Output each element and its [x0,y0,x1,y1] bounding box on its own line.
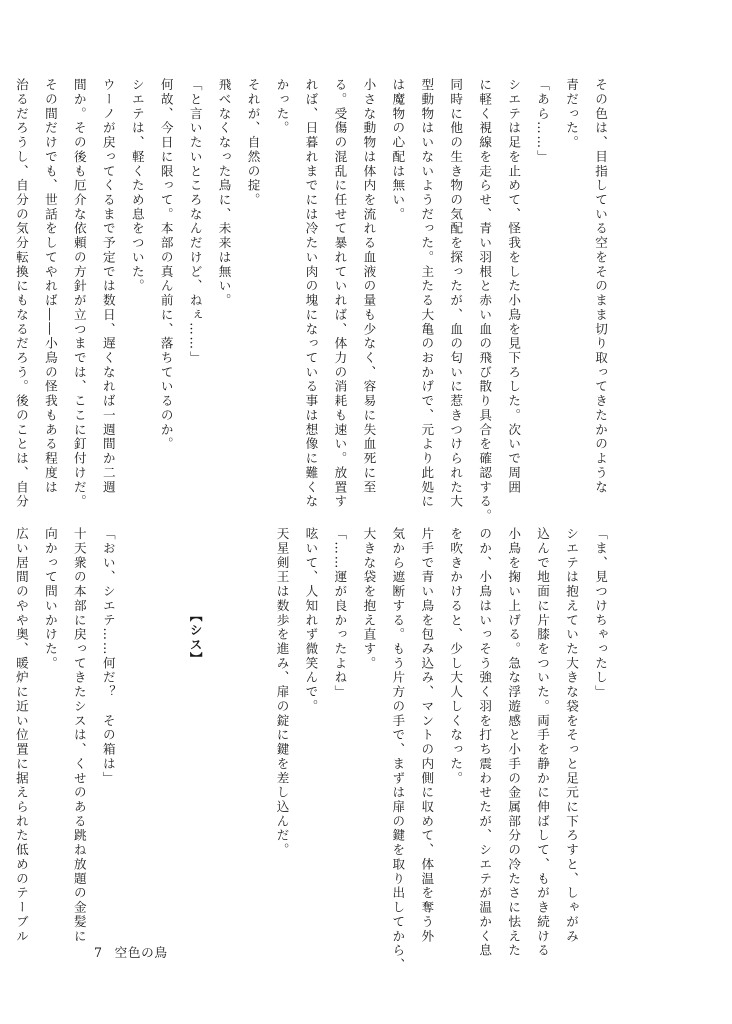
text-line: のか、小鳥はいっそう強く羽を打ち震わせたが、シエテが温かく息 [477,527,493,958]
text-line: シエテは抱えていた大きな袋をそっと足元に下ろすと、しゃがみ [564,527,580,944]
text-line: 片手で青い鳥を包み込み、マントの内側に収めて、体温を奪う外 [419,527,435,944]
blank-line [122,527,151,935]
text-line: 呟いて、人知れず微笑んで。 [303,527,319,714]
text-line: を吹きかけると、少し大人しくなった。 [448,527,464,786]
text-line: シエテは、軽くため息をついた。 [129,78,145,294]
text-line: 気から遮断する。もう片方の手で、まずは扉の鍵を取り出してから、 [390,527,406,973]
text-line: 天星剣王は数歩を進み、扉の錠に鍵を差し込んだ。 [274,527,290,858]
book-title: 空色の鳥 [114,945,168,960]
text-line: は魔物の心配は無い。 [390,78,406,222]
text-line: に軽く視線を走らせ、青い羽根と赤い血の飛び散り具合を確認する。 [477,78,493,524]
text-line: れば、日暮れまでには冷たい肉の塊になっている事は想像に難くな [303,78,319,509]
text-line: 小さな動物は体内を流れる血液の量も少なく、容易に失血死に至 [361,78,377,495]
text-line: 同時に他の生き物の気配を探ったが、血の匂いに惹きつけられた大 [448,78,464,509]
text-line: 「と言いたいところなんだけど、ねぇ……」 [187,78,203,366]
text-line: 「あら……」 [535,78,551,165]
text-line: 広い居間のやや奥、暖炉に近い位置に据えられた低めのテーブル [13,527,29,944]
text-line: それが、自然の掟。 [245,78,261,208]
text-line: 間か。その後も厄介な依頼の方針が立つまでは、ここに釘付けだ。 [71,78,87,509]
blank-line [151,527,180,935]
text-line: 込んで地面に片膝をついた。両手を静かに伸ばして、もがき続ける [535,527,551,958]
text-line: 「……運が良かったよね」 [332,527,348,700]
text-line: 型動物はいないようだった。主たる大亀のおかげで、元より此処に [419,78,435,509]
text-line: ウーノが戻ってくるまで予定では数日、遅くなれば一週間か二週 [100,78,116,495]
text-line: る。受傷の混乱に任せて暴れていれば、体力の消耗も速い。放置す [332,78,348,509]
text-line: シエテは足を止めて、怪我をした小鳥を見下ろした。次いで周囲 [506,78,522,495]
blank-line [209,527,238,935]
text-line: その間だけでも、世話をしてやれば――小鳥の怪我もある程度は [42,78,58,495]
text-line: 「ま、見つけちゃったし」 [593,527,608,700]
text-line: かった。 [274,78,290,136]
text-line: 青だった。 [564,78,580,150]
text-line: 治るだろうし、自分の気分転換にもなるだろう。後のことは、自分 [13,78,29,509]
text-line [0,527,6,935]
text-line: 飛べなくなった鳥に、未来は無い。 [216,78,232,308]
text-line: 大きな袋を抱え直す。 [361,527,377,671]
page-footer [94,942,180,961]
text-line: 向かって問いかけた。 [42,527,58,671]
text-line [0,78,6,493]
text-line: 十天衆の本部に戻ってきたシスは、くせのある跳ね放題の金髪に [71,527,87,944]
text-line: 小鳥を掬い上げる。急な浮遊感と小手の金属部分の冷たさに怯えた [506,527,522,958]
blank-line [238,527,267,935]
text-line: 何故、今日に限って。本部の真ん前に、落ちているのか。 [158,78,174,452]
upper-text-block [13,78,614,524]
text-line: その色は、目指している空をそのまま切り取ってきたかのような [593,78,608,495]
section-heading: 【シス】 [187,608,203,667]
text-line: 「おい、シエテ……何だ？ その箱は」 [100,527,116,786]
page-number: 7 [94,945,103,960]
